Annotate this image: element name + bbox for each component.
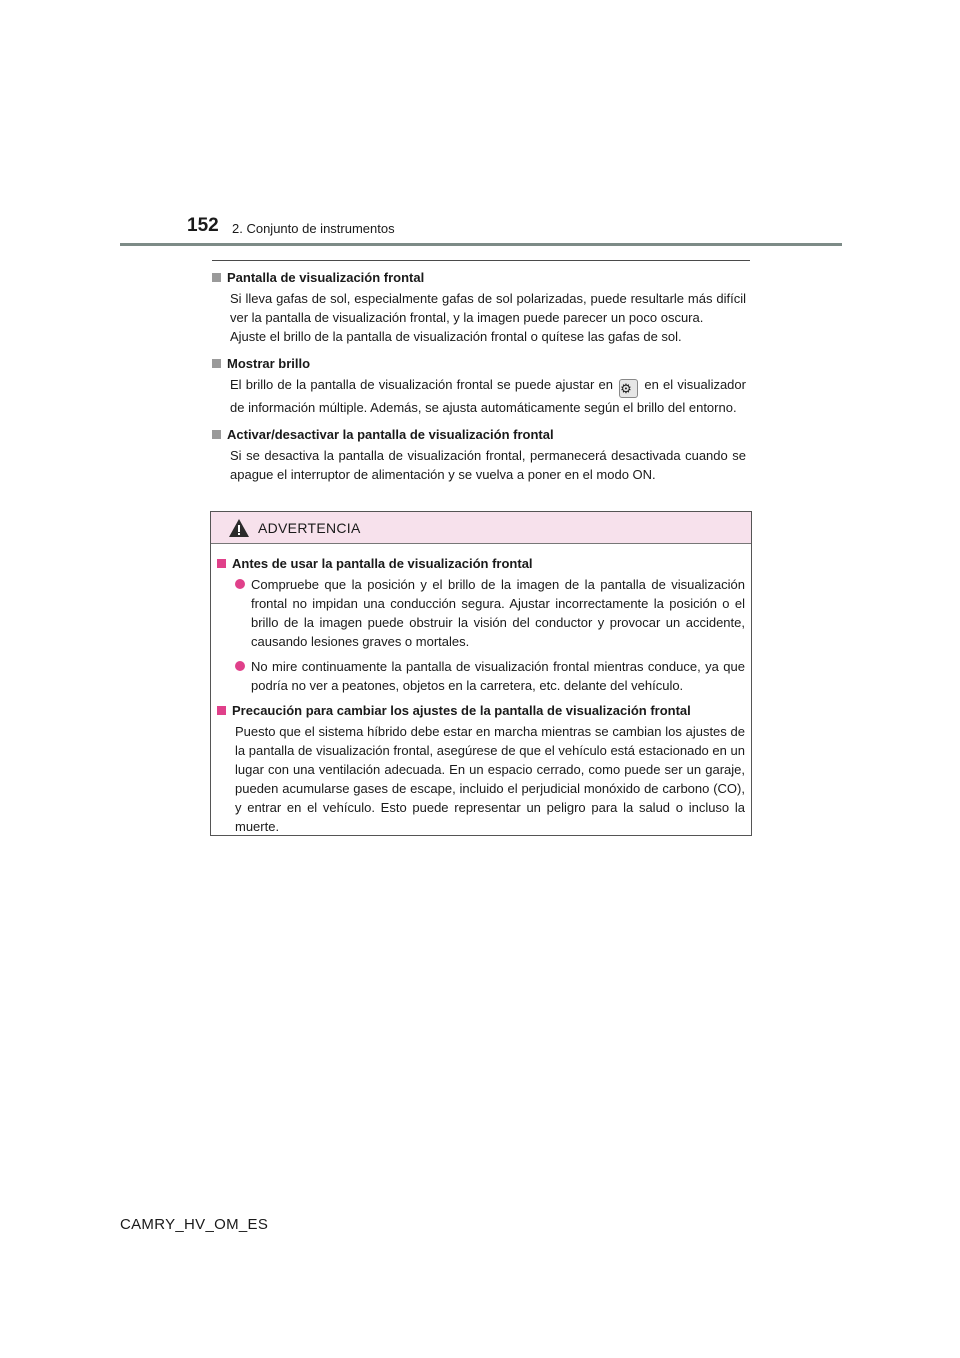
square-bullet-icon [212, 359, 221, 368]
section-title: Activar/desactivar la pantalla de visualización frontal [227, 427, 554, 442]
section-toggle [212, 425, 746, 484]
main-content [212, 268, 746, 492]
section-heading [212, 425, 746, 444]
warning-block-title: Antes de usar la pantalla de visualización frontal [232, 556, 533, 571]
warning-body [211, 544, 751, 836]
list-item [235, 657, 745, 695]
paragraph: Si se desactiva la pantalla de visualización frontal, permanecerá desactivada cuando se apague el interruptor de alimentación y se vuelva a poner en el modo ON. [230, 448, 746, 482]
section-title: Pantalla de visualización frontal [227, 270, 425, 285]
warning-triangle-icon [228, 518, 250, 538]
paragraph: Ajuste el brillo de la pantalla de visualización frontal o quítese las gafas de sol. [230, 329, 682, 344]
brightness-settings-icon: ⚙ [619, 379, 638, 398]
section-brightness [212, 354, 746, 417]
page-number: 152 [187, 215, 219, 236]
list-item-text: No mire continuamente la pantalla de visualización frontal mientras conduce, ya que podría no ver a peatones, objetos en la carretera, etc. delante del vehículo. [251, 659, 745, 693]
paragraph: Puesto que el sistema híbrido debe estar en marcha mientras se cambian los ajustes de la pantalla de visualización frontal, asegúrese de que el vehículo está estacionado en un lugar con una ventilación adecuada. En un espacio cerrado, como puede ser un garaje, pueden acumularse gases de escape, incluido el perjudicial monóxido de carbono (CO), y entrar en el vehículo. Esto puede representar un peligro para la salud o incluso la muerte. [235, 724, 745, 834]
list-item-text: Compruebe que la posición y el brillo de la imagen de la pantalla de visualización frontal no impidan una conducción segura. Ajustar incorrectamente la posición o el brillo de la imagen puede obstruir la visión del conductor y provocar un accidente, causando lesiones graves o mortales. [251, 577, 745, 649]
warning-block-heading [217, 554, 745, 573]
header-rule [120, 243, 842, 246]
warning-header [211, 512, 751, 544]
paragraph [230, 375, 746, 417]
list-item [235, 575, 745, 651]
section-hud [212, 268, 746, 346]
circle-bullet-icon [235, 579, 245, 589]
document-code: CAMRY_HV_OM_ES [120, 1216, 269, 1233]
warning-block-title: Precaución para cambiar los ajustes de la pantalla de visualización frontal [232, 703, 691, 718]
square-bullet-icon [217, 559, 226, 568]
warning-block [217, 701, 745, 836]
circle-bullet-icon [235, 661, 245, 671]
text-after-icon: en el visualizador de información múltiple. Además, se ajusta automáticamente según el brillo del entorno. [230, 377, 746, 415]
section-rule [212, 260, 750, 261]
warning-block-heading [217, 701, 745, 720]
section-heading [212, 354, 746, 373]
chapter-title: 2. Conjunto de instrumentos [232, 221, 395, 236]
paragraph: Si lleva gafas de sol, especialmente gafas de sol polarizadas, puede resultarle más difícil ver la pantalla de visualización frontal, y la imagen puede parecer un poco oscura. [230, 291, 746, 325]
square-bullet-icon [212, 430, 221, 439]
square-bullet-icon [217, 706, 226, 715]
warning-block [217, 554, 745, 695]
warning-title: ADVERTENCIA [258, 519, 361, 536]
text-before-icon: El brillo de la pantalla de visualización frontal se puede ajustar en [230, 377, 613, 392]
warning-box [210, 511, 752, 836]
section-title: Mostrar brillo [227, 356, 311, 371]
section-heading [212, 268, 746, 287]
square-bullet-icon [212, 273, 221, 282]
